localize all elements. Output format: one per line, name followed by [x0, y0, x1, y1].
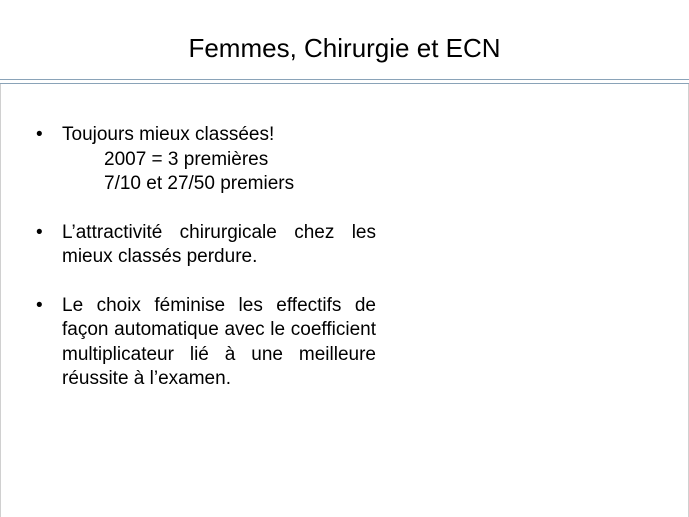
slide-left-edge	[0, 84, 1, 517]
bullet-dot-icon: •	[36, 294, 43, 316]
bullet-item	[36, 123, 376, 197]
title-divider-line-secondary	[0, 83, 689, 84]
title-divider-line	[0, 79, 689, 80]
bullet-list	[36, 123, 376, 392]
bullet-text: Le choix féminise les effectifs de façon automatique avec le coefficient multiplicateur lié à une meilleure réussite à l’examen.	[62, 294, 376, 389]
bullet-sub-line: 2007 = 3 premières	[104, 148, 269, 170]
bullet-item	[36, 294, 376, 392]
bullet-item	[36, 221, 376, 270]
bullet-dot-icon: •	[36, 124, 43, 145]
bullet-text: L’attractivité chirurgicale chez les mieux classés perdure.	[62, 221, 376, 267]
bullet-sub-line: 7/10 et 27/50 premiers	[104, 173, 295, 194]
bullet-dot-icon: •	[36, 221, 43, 243]
bullet-text: Toujours mieux classées!	[62, 124, 275, 145]
slide-title: Femmes, Chirurgie et ECN	[188, 33, 501, 63]
